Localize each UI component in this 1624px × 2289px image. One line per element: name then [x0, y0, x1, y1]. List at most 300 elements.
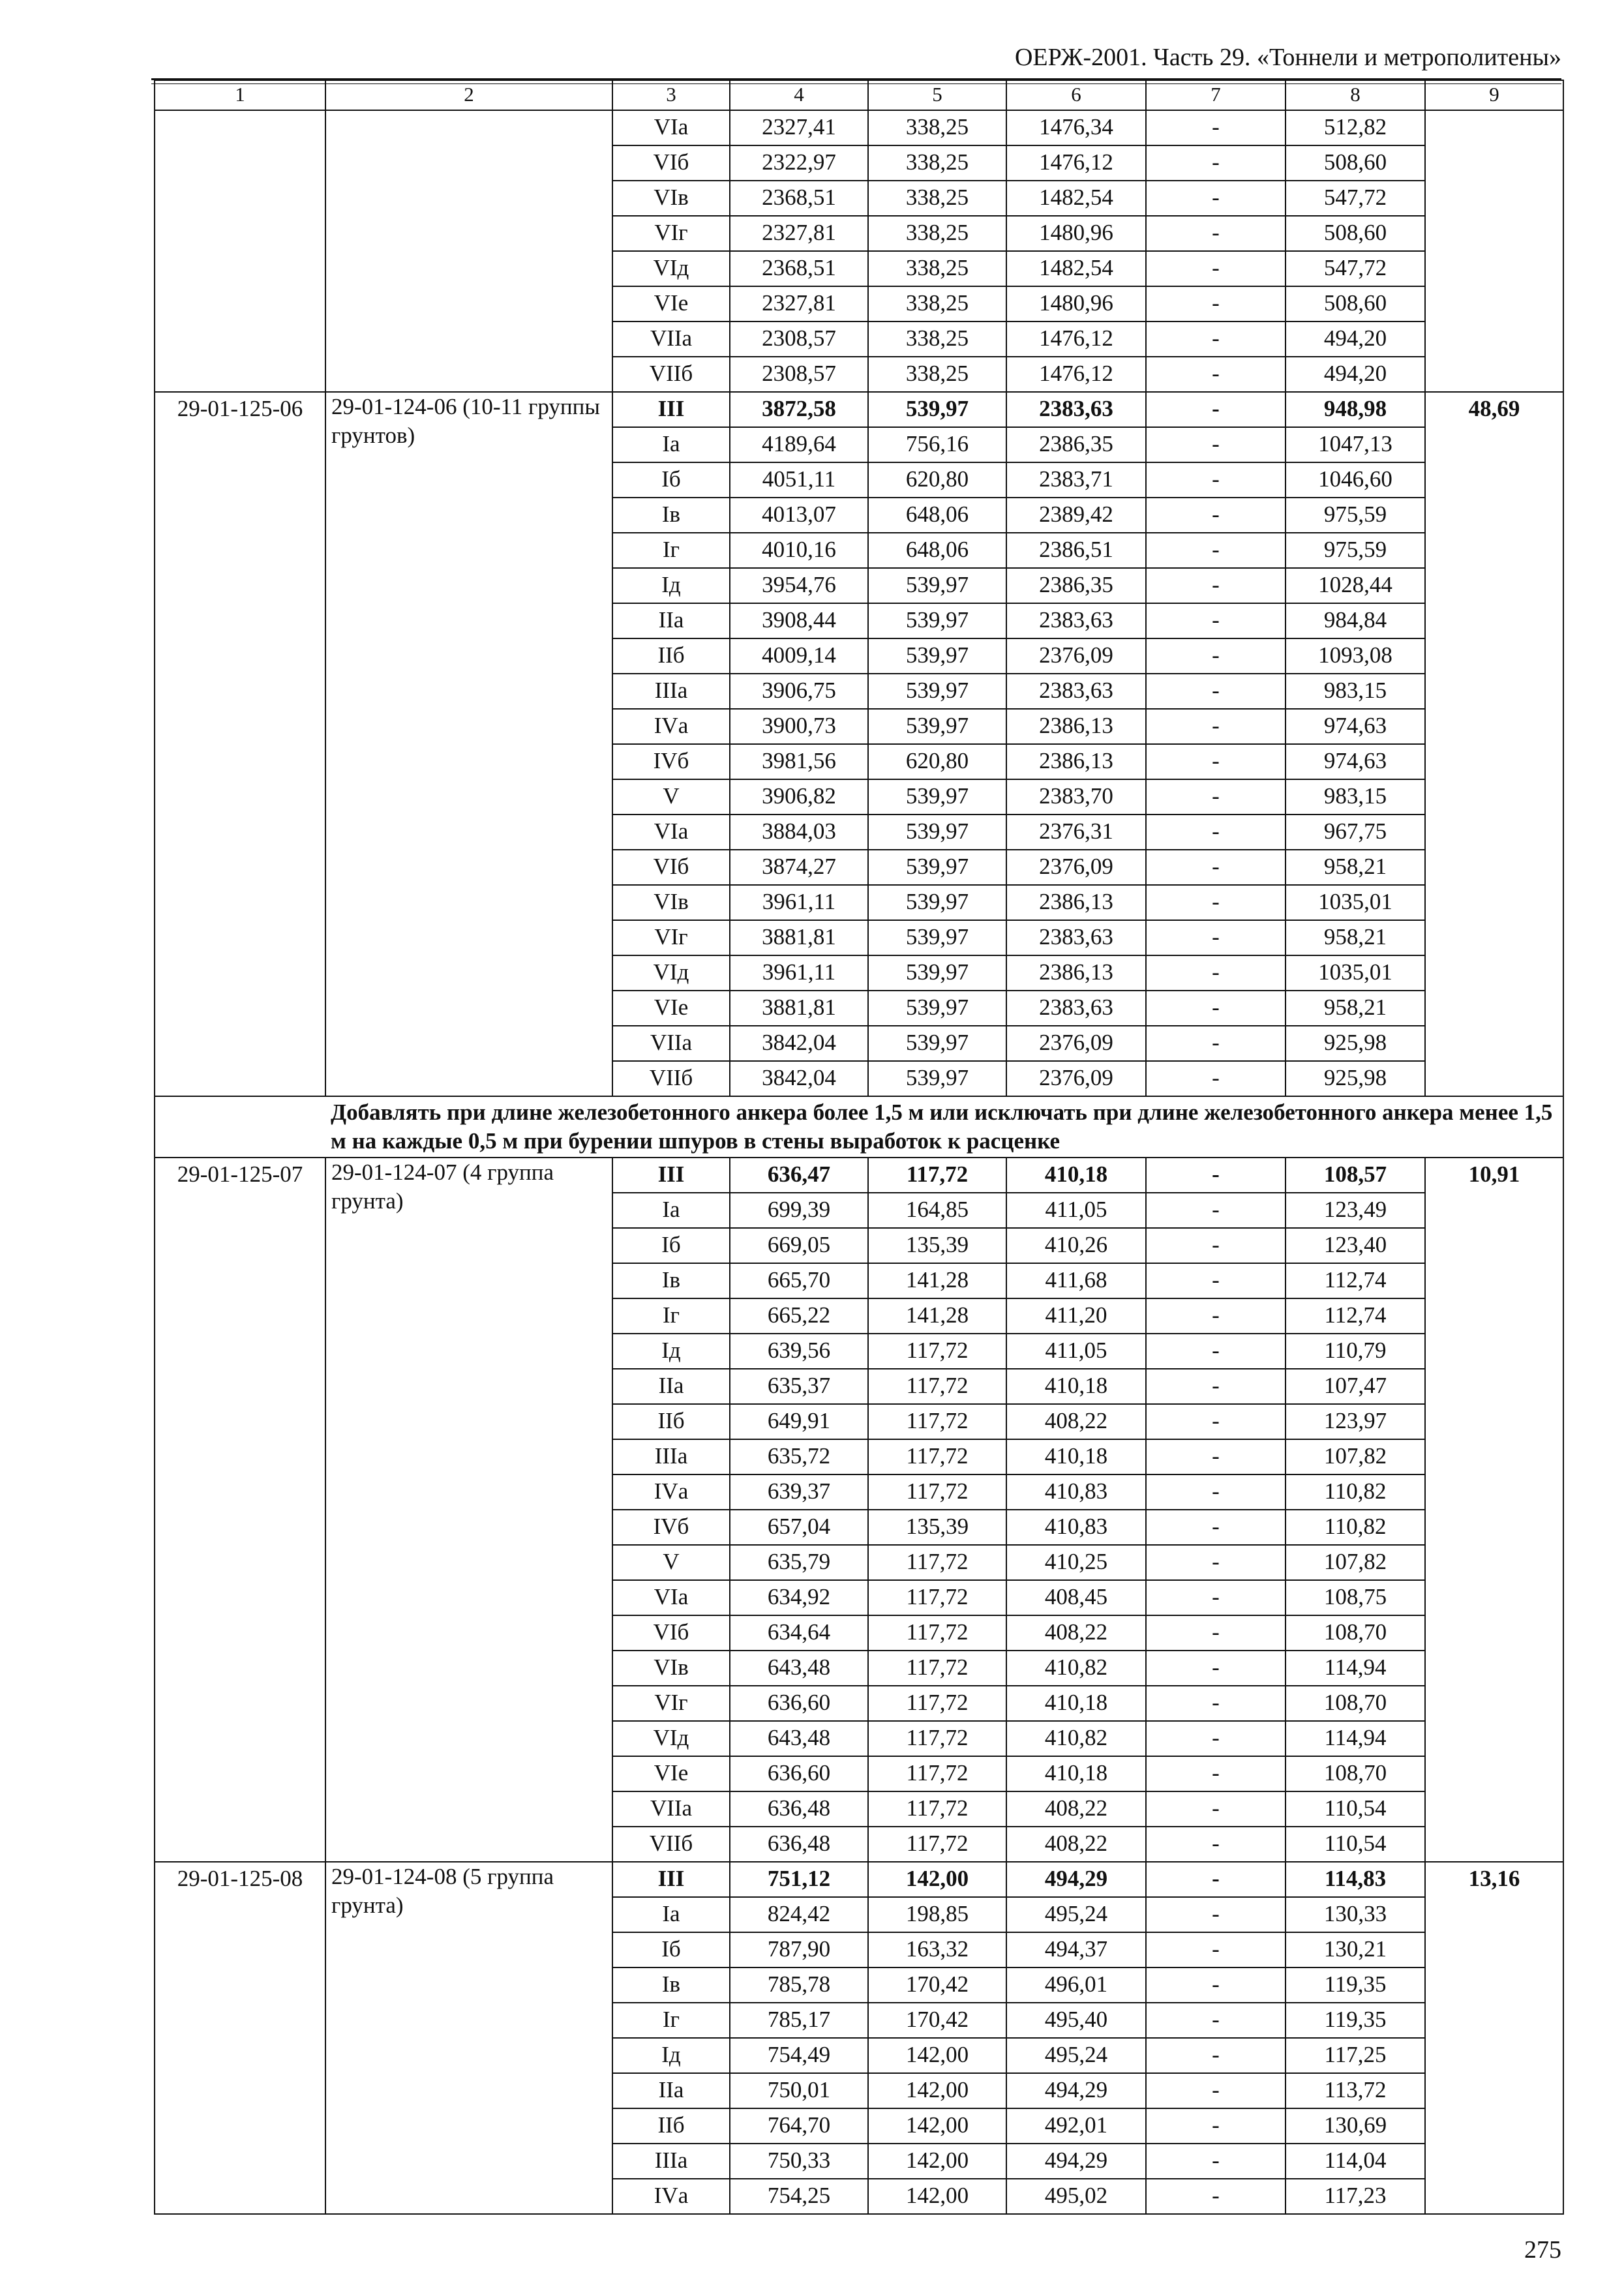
value-cell: 539,97 — [868, 392, 1006, 427]
value-cell: 411,68 — [1006, 1263, 1146, 1298]
value-cell: - — [1146, 568, 1286, 603]
value-cell: 2386,35 — [1006, 568, 1146, 603]
value-cell: 4013,07 — [730, 498, 868, 533]
region-cell: VIIб — [612, 1061, 730, 1096]
page-header — [151, 39, 1561, 76]
value-cell: 984,84 — [1286, 603, 1425, 638]
region-cell: IIб — [612, 1404, 730, 1439]
region-cell: VIд — [612, 1721, 730, 1756]
region-cell: IIа — [612, 1369, 730, 1404]
region-cell: IIIа — [612, 674, 730, 709]
region-cell: IIа — [612, 603, 730, 638]
document-title: ОЕРЖ-2001. Часть 29. «Тоннели и метрополитены» — [1014, 44, 1561, 71]
value-cell: 620,80 — [868, 462, 1006, 498]
value-cell: 410,82 — [1006, 1651, 1146, 1686]
value-cell: 338,25 — [868, 322, 1006, 357]
value-cell: 338,25 — [868, 181, 1006, 216]
value-cell: 112,74 — [1286, 1298, 1425, 1334]
value-cell: 2376,31 — [1006, 815, 1146, 850]
value-cell: 410,83 — [1006, 1510, 1146, 1545]
value-cell: 2308,57 — [730, 357, 868, 392]
value-cell: - — [1146, 427, 1286, 462]
value-cell: - — [1146, 498, 1286, 533]
rate-description: 29-01-124-06 (10-11 группы грунтов) — [325, 392, 612, 1096]
value-cell: 408,45 — [1006, 1580, 1146, 1615]
value-cell: 3884,03 — [730, 815, 868, 850]
value-cell: 110,79 — [1286, 1334, 1425, 1369]
value-cell: 699,39 — [730, 1193, 868, 1228]
region-cell: Iв — [612, 1967, 730, 2003]
value-cell: 117,72 — [868, 1756, 1006, 1791]
region-cell: VIд — [612, 251, 730, 286]
value-cell: 508,60 — [1286, 286, 1425, 322]
region-cell: V — [612, 779, 730, 815]
value-cell: - — [1146, 216, 1286, 251]
value-cell: 2386,51 — [1006, 533, 1146, 568]
value-cell: 117,72 — [868, 1651, 1006, 1686]
value-cell: - — [1146, 709, 1286, 744]
region-cell: VIб — [612, 1615, 730, 1651]
value-cell: 2368,51 — [730, 181, 868, 216]
value-cell: 135,39 — [868, 1510, 1006, 1545]
note-row — [155, 1096, 1563, 1158]
value-cell: 539,97 — [868, 779, 1006, 815]
value-cell: 117,72 — [868, 1615, 1006, 1651]
value-cell: 508,60 — [1286, 216, 1425, 251]
region-cell: VIIа — [612, 322, 730, 357]
value-cell: 494,29 — [1006, 1862, 1146, 1897]
value-cell: - — [1146, 462, 1286, 498]
value-cell: 108,75 — [1286, 1580, 1425, 1615]
value-cell: 1035,01 — [1286, 955, 1425, 991]
value-cell: 107,47 — [1286, 1369, 1425, 1404]
value-cell: 142,00 — [868, 1862, 1006, 1897]
value-cell: 2376,09 — [1006, 850, 1146, 885]
value-cell: 636,60 — [730, 1756, 868, 1791]
column-number: 4 — [730, 80, 868, 110]
value-cell: 3900,73 — [730, 709, 868, 744]
value-cell: 408,22 — [1006, 1827, 1146, 1862]
value-cell: 2376,09 — [1006, 1061, 1146, 1096]
value-cell: - — [1146, 1932, 1286, 1967]
value-cell: - — [1146, 286, 1286, 322]
value-cell: - — [1146, 674, 1286, 709]
value-cell: 2308,57 — [730, 322, 868, 357]
value-cell: 635,79 — [730, 1545, 868, 1580]
value-cell: - — [1146, 145, 1286, 181]
value-cell: 496,01 — [1006, 1967, 1146, 2003]
value-cell: 338,25 — [868, 357, 1006, 392]
value-cell: 539,97 — [868, 603, 1006, 638]
table-row — [155, 1158, 1563, 1193]
region-cell: Iг — [612, 533, 730, 568]
value-cell: 636,48 — [730, 1827, 868, 1862]
value-cell: - — [1146, 1545, 1286, 1580]
value-cell: 648,06 — [868, 533, 1006, 568]
value-cell: 539,97 — [868, 638, 1006, 674]
region-cell: VIб — [612, 850, 730, 885]
region-cell: VIв — [612, 181, 730, 216]
value-cell: 3961,11 — [730, 955, 868, 991]
value-cell: 130,33 — [1286, 1897, 1425, 1932]
value-cell: - — [1146, 2073, 1286, 2108]
value-cell: 117,72 — [868, 1721, 1006, 1756]
value-cell: 756,16 — [868, 427, 1006, 462]
labor-cost: 10,91 — [1425, 1158, 1563, 1862]
value-cell: 3906,82 — [730, 779, 868, 815]
value-cell: 117,23 — [1286, 2179, 1425, 2214]
value-cell: 3906,75 — [730, 674, 868, 709]
value-cell: 141,28 — [868, 1263, 1006, 1298]
region-cell: VIIб — [612, 1827, 730, 1862]
value-cell: 110,54 — [1286, 1827, 1425, 1862]
column-number: 3 — [612, 80, 730, 110]
value-cell: 2383,63 — [1006, 991, 1146, 1026]
value-cell: 975,59 — [1286, 498, 1425, 533]
value-cell: - — [1146, 1439, 1286, 1474]
value-cell: 142,00 — [868, 2038, 1006, 2073]
rate-code: 29-01-125-06 — [155, 392, 325, 1096]
value-cell: 2389,42 — [1006, 498, 1146, 533]
value-cell: - — [1146, 603, 1286, 638]
value-cell: 107,82 — [1286, 1545, 1425, 1580]
value-cell: 2386,13 — [1006, 744, 1146, 779]
value-cell: 117,72 — [868, 1334, 1006, 1369]
value-cell: 539,97 — [868, 885, 1006, 920]
rates-table — [154, 80, 1564, 2215]
value-cell: - — [1146, 779, 1286, 815]
value-cell: 2383,63 — [1006, 392, 1146, 427]
column-number-row — [155, 80, 1563, 110]
region-cell: VIIа — [612, 1026, 730, 1061]
value-cell: 410,25 — [1006, 1545, 1146, 1580]
value-cell: 141,28 — [868, 1298, 1006, 1334]
value-cell: - — [1146, 1862, 1286, 1897]
value-cell: 495,24 — [1006, 1897, 1146, 1932]
value-cell: 408,22 — [1006, 1791, 1146, 1827]
value-cell: - — [1146, 533, 1286, 568]
value-cell: 1480,96 — [1006, 216, 1146, 251]
value-cell: 108,70 — [1286, 1615, 1425, 1651]
region-cell: Iв — [612, 1263, 730, 1298]
value-cell: 1482,54 — [1006, 181, 1146, 216]
value-cell: 142,00 — [868, 2144, 1006, 2179]
region-cell: IVб — [612, 1510, 730, 1545]
value-cell: 117,72 — [868, 1686, 1006, 1721]
value-cell: 764,70 — [730, 2108, 868, 2144]
value-cell: - — [1146, 181, 1286, 216]
region-cell: Iв — [612, 498, 730, 533]
value-cell: 408,22 — [1006, 1615, 1146, 1651]
value-cell: 643,48 — [730, 1721, 868, 1756]
value-cell: - — [1146, 1510, 1286, 1545]
value-cell: 338,25 — [868, 216, 1006, 251]
value-cell: - — [1146, 1298, 1286, 1334]
region-cell: VIе — [612, 991, 730, 1026]
value-cell: - — [1146, 1228, 1286, 1263]
region-cell: VIв — [612, 885, 730, 920]
value-cell: 1035,01 — [1286, 885, 1425, 920]
value-cell: 411,05 — [1006, 1193, 1146, 1228]
region-cell: Iа — [612, 1193, 730, 1228]
region-cell: Iг — [612, 1298, 730, 1334]
value-cell: 198,85 — [868, 1897, 1006, 1932]
value-cell: 958,21 — [1286, 850, 1425, 885]
value-cell: 495,40 — [1006, 2003, 1146, 2038]
value-cell: 1046,60 — [1286, 462, 1425, 498]
value-cell: 958,21 — [1286, 991, 1425, 1026]
value-cell: 110,82 — [1286, 1474, 1425, 1510]
region-cell: IIа — [612, 2073, 730, 2108]
rate-description: 29-01-124-07 (4 группа грунта) — [325, 1158, 612, 1862]
value-cell: 620,80 — [868, 744, 1006, 779]
value-cell: 539,97 — [868, 991, 1006, 1026]
value-cell: 925,98 — [1286, 1061, 1425, 1096]
value-cell: 1482,54 — [1006, 251, 1146, 286]
value-cell: 508,60 — [1286, 145, 1425, 181]
value-cell: 974,63 — [1286, 744, 1425, 779]
value-cell: 4051,11 — [730, 462, 868, 498]
value-cell: 3842,04 — [730, 1026, 868, 1061]
value-cell: 669,05 — [730, 1228, 868, 1263]
region-cell: VIIб — [612, 357, 730, 392]
value-cell: 657,04 — [730, 1510, 868, 1545]
value-cell: - — [1146, 1686, 1286, 1721]
value-cell: - — [1146, 815, 1286, 850]
region-cell: Iд — [612, 568, 730, 603]
column-number: 5 — [868, 80, 1006, 110]
value-cell: 635,37 — [730, 1369, 868, 1404]
value-cell: 1480,96 — [1006, 286, 1146, 322]
value-cell: - — [1146, 1791, 1286, 1827]
value-cell: 824,42 — [730, 1897, 868, 1932]
value-cell: 539,97 — [868, 1026, 1006, 1061]
value-cell: 4009,14 — [730, 638, 868, 674]
value-cell: 123,49 — [1286, 1193, 1425, 1228]
region-cell: III — [612, 1862, 730, 1897]
value-cell: 117,72 — [868, 1369, 1006, 1404]
region-cell: VIе — [612, 286, 730, 322]
value-cell: 1476,12 — [1006, 145, 1146, 181]
value-cell: 123,40 — [1286, 1228, 1425, 1263]
value-cell: 142,00 — [868, 2108, 1006, 2144]
value-cell: 494,37 — [1006, 1932, 1146, 1967]
value-cell: 338,25 — [868, 251, 1006, 286]
region-cell: VIд — [612, 955, 730, 991]
value-cell: 2322,97 — [730, 145, 868, 181]
value-cell: 130,69 — [1286, 2108, 1425, 2144]
region-cell: IVа — [612, 709, 730, 744]
value-cell: - — [1146, 955, 1286, 991]
value-cell: 975,59 — [1286, 533, 1425, 568]
value-cell: 114,94 — [1286, 1721, 1425, 1756]
region-cell: Iб — [612, 1228, 730, 1263]
table-row — [155, 1862, 1563, 1897]
value-cell: 2383,63 — [1006, 603, 1146, 638]
region-cell: Iд — [612, 2038, 730, 2073]
value-cell: 3872,58 — [730, 392, 868, 427]
region-cell: Iг — [612, 2003, 730, 2038]
value-cell: 539,97 — [868, 920, 1006, 955]
value-cell: 108,70 — [1286, 1756, 1425, 1791]
value-cell: 117,72 — [868, 1474, 1006, 1510]
value-cell: 2386,13 — [1006, 709, 1146, 744]
value-cell: - — [1146, 1193, 1286, 1228]
value-cell: 4189,64 — [730, 427, 868, 462]
value-cell: - — [1146, 2144, 1286, 2179]
value-cell: 4010,16 — [730, 533, 868, 568]
value-cell: 117,72 — [868, 1404, 1006, 1439]
value-cell: 411,20 — [1006, 1298, 1146, 1334]
value-cell: - — [1146, 1756, 1286, 1791]
region-cell: IVа — [612, 2179, 730, 2214]
value-cell: 117,72 — [868, 1439, 1006, 1474]
value-cell: 754,25 — [730, 2179, 868, 2214]
value-cell: 1476,12 — [1006, 357, 1146, 392]
value-cell: 142,00 — [868, 2073, 1006, 2108]
region-cell: Iб — [612, 1932, 730, 1967]
value-cell: 112,74 — [1286, 1263, 1425, 1298]
region-cell: VIв — [612, 1651, 730, 1686]
value-cell: 117,72 — [868, 1580, 1006, 1615]
value-cell: 114,83 — [1286, 1862, 1425, 1897]
labor-cost — [1425, 110, 1563, 392]
rate-description — [325, 110, 612, 392]
value-cell: 2383,63 — [1006, 920, 1146, 955]
value-cell: 636,47 — [730, 1158, 868, 1193]
page-number: 275 — [1524, 2236, 1561, 2264]
region-cell: III — [612, 1158, 730, 1193]
region-cell: VIа — [612, 110, 730, 145]
value-cell: 2383,71 — [1006, 462, 1146, 498]
value-cell: 2368,51 — [730, 251, 868, 286]
value-cell: 492,01 — [1006, 2108, 1146, 2144]
region-cell: VIг — [612, 920, 730, 955]
rate-code — [155, 110, 325, 392]
value-cell: 639,56 — [730, 1334, 868, 1369]
value-cell: 3908,44 — [730, 603, 868, 638]
value-cell: - — [1146, 1158, 1286, 1193]
region-cell: IVа — [612, 1474, 730, 1510]
value-cell: 1093,08 — [1286, 638, 1425, 674]
rate-description: 29-01-124-08 (5 группа грунта) — [325, 1862, 612, 2214]
region-cell: III — [612, 392, 730, 427]
value-cell: 2327,81 — [730, 216, 868, 251]
rates-table-body — [155, 110, 1563, 2214]
value-cell: - — [1146, 2179, 1286, 2214]
value-cell: 410,83 — [1006, 1474, 1146, 1510]
value-cell: 547,72 — [1286, 181, 1425, 216]
value-cell: - — [1146, 920, 1286, 955]
value-cell: 2386,35 — [1006, 427, 1146, 462]
labor-cost: 13,16 — [1425, 1862, 1563, 2214]
value-cell: 539,97 — [868, 815, 1006, 850]
value-cell: 117,72 — [868, 1545, 1006, 1580]
value-cell: 787,90 — [730, 1932, 868, 1967]
value-cell: 123,97 — [1286, 1404, 1425, 1439]
value-cell: 649,91 — [730, 1404, 868, 1439]
value-cell: - — [1146, 251, 1286, 286]
value-cell: - — [1146, 1615, 1286, 1651]
value-cell: 142,00 — [868, 2179, 1006, 2214]
region-cell: VIа — [612, 1580, 730, 1615]
value-cell: 117,72 — [868, 1827, 1006, 1862]
value-cell: 785,17 — [730, 2003, 868, 2038]
value-cell: 3881,81 — [730, 991, 868, 1026]
value-cell: - — [1146, 1897, 1286, 1932]
value-cell: - — [1146, 885, 1286, 920]
value-cell: 948,98 — [1286, 392, 1425, 427]
table-row — [155, 392, 1563, 427]
value-cell: 983,15 — [1286, 779, 1425, 815]
value-cell: 1047,13 — [1286, 427, 1425, 462]
value-cell: - — [1146, 1026, 1286, 1061]
value-cell: 3954,76 — [730, 568, 868, 603]
value-cell: - — [1146, 1580, 1286, 1615]
value-cell: 635,72 — [730, 1439, 868, 1474]
region-cell: VIб — [612, 145, 730, 181]
value-cell: 495,02 — [1006, 2179, 1146, 2214]
value-cell: 648,06 — [868, 498, 1006, 533]
column-number: 1 — [155, 80, 325, 110]
value-cell: 135,39 — [868, 1228, 1006, 1263]
value-cell: 547,72 — [1286, 251, 1425, 286]
column-number: 8 — [1286, 80, 1425, 110]
value-cell: 967,75 — [1286, 815, 1425, 850]
value-cell: 3842,04 — [730, 1061, 868, 1096]
value-cell: 117,72 — [868, 1158, 1006, 1193]
value-cell: 410,82 — [1006, 1721, 1146, 1756]
value-cell: 2327,81 — [730, 286, 868, 322]
value-cell: 170,42 — [868, 1967, 1006, 2003]
value-cell: 512,82 — [1286, 110, 1425, 145]
value-cell: 108,70 — [1286, 1686, 1425, 1721]
value-cell: 163,32 — [868, 1932, 1006, 1967]
value-cell: 410,18 — [1006, 1158, 1146, 1193]
value-cell: 974,63 — [1286, 709, 1425, 744]
value-cell: 636,48 — [730, 1791, 868, 1827]
value-cell: 130,21 — [1286, 1932, 1425, 1967]
value-cell: 925,98 — [1286, 1026, 1425, 1061]
region-cell: V — [612, 1545, 730, 1580]
value-cell: 114,04 — [1286, 2144, 1425, 2179]
value-cell: - — [1146, 2038, 1286, 2073]
region-cell: IIб — [612, 2108, 730, 2144]
value-cell: - — [1146, 1404, 1286, 1439]
value-cell: 539,97 — [868, 709, 1006, 744]
region-cell: VIа — [612, 815, 730, 850]
value-cell: 751,12 — [730, 1862, 868, 1897]
value-cell: - — [1146, 1721, 1286, 1756]
value-cell: 410,18 — [1006, 1369, 1146, 1404]
value-cell: 3874,27 — [730, 850, 868, 885]
value-cell: 108,57 — [1286, 1158, 1425, 1193]
value-cell: - — [1146, 850, 1286, 885]
value-cell: - — [1146, 322, 1286, 357]
region-cell: Iа — [612, 1897, 730, 1932]
region-cell: IIIа — [612, 1439, 730, 1474]
value-cell: 643,48 — [730, 1651, 868, 1686]
value-cell: 164,85 — [868, 1193, 1006, 1228]
value-cell: 754,49 — [730, 2038, 868, 2073]
region-cell: VIIа — [612, 1791, 730, 1827]
value-cell: 2386,13 — [1006, 885, 1146, 920]
value-cell: 411,05 — [1006, 1334, 1146, 1369]
region-cell: IIб — [612, 638, 730, 674]
value-cell: 107,82 — [1286, 1439, 1425, 1474]
value-cell: 665,22 — [730, 1298, 868, 1334]
value-cell: 2327,41 — [730, 110, 868, 145]
